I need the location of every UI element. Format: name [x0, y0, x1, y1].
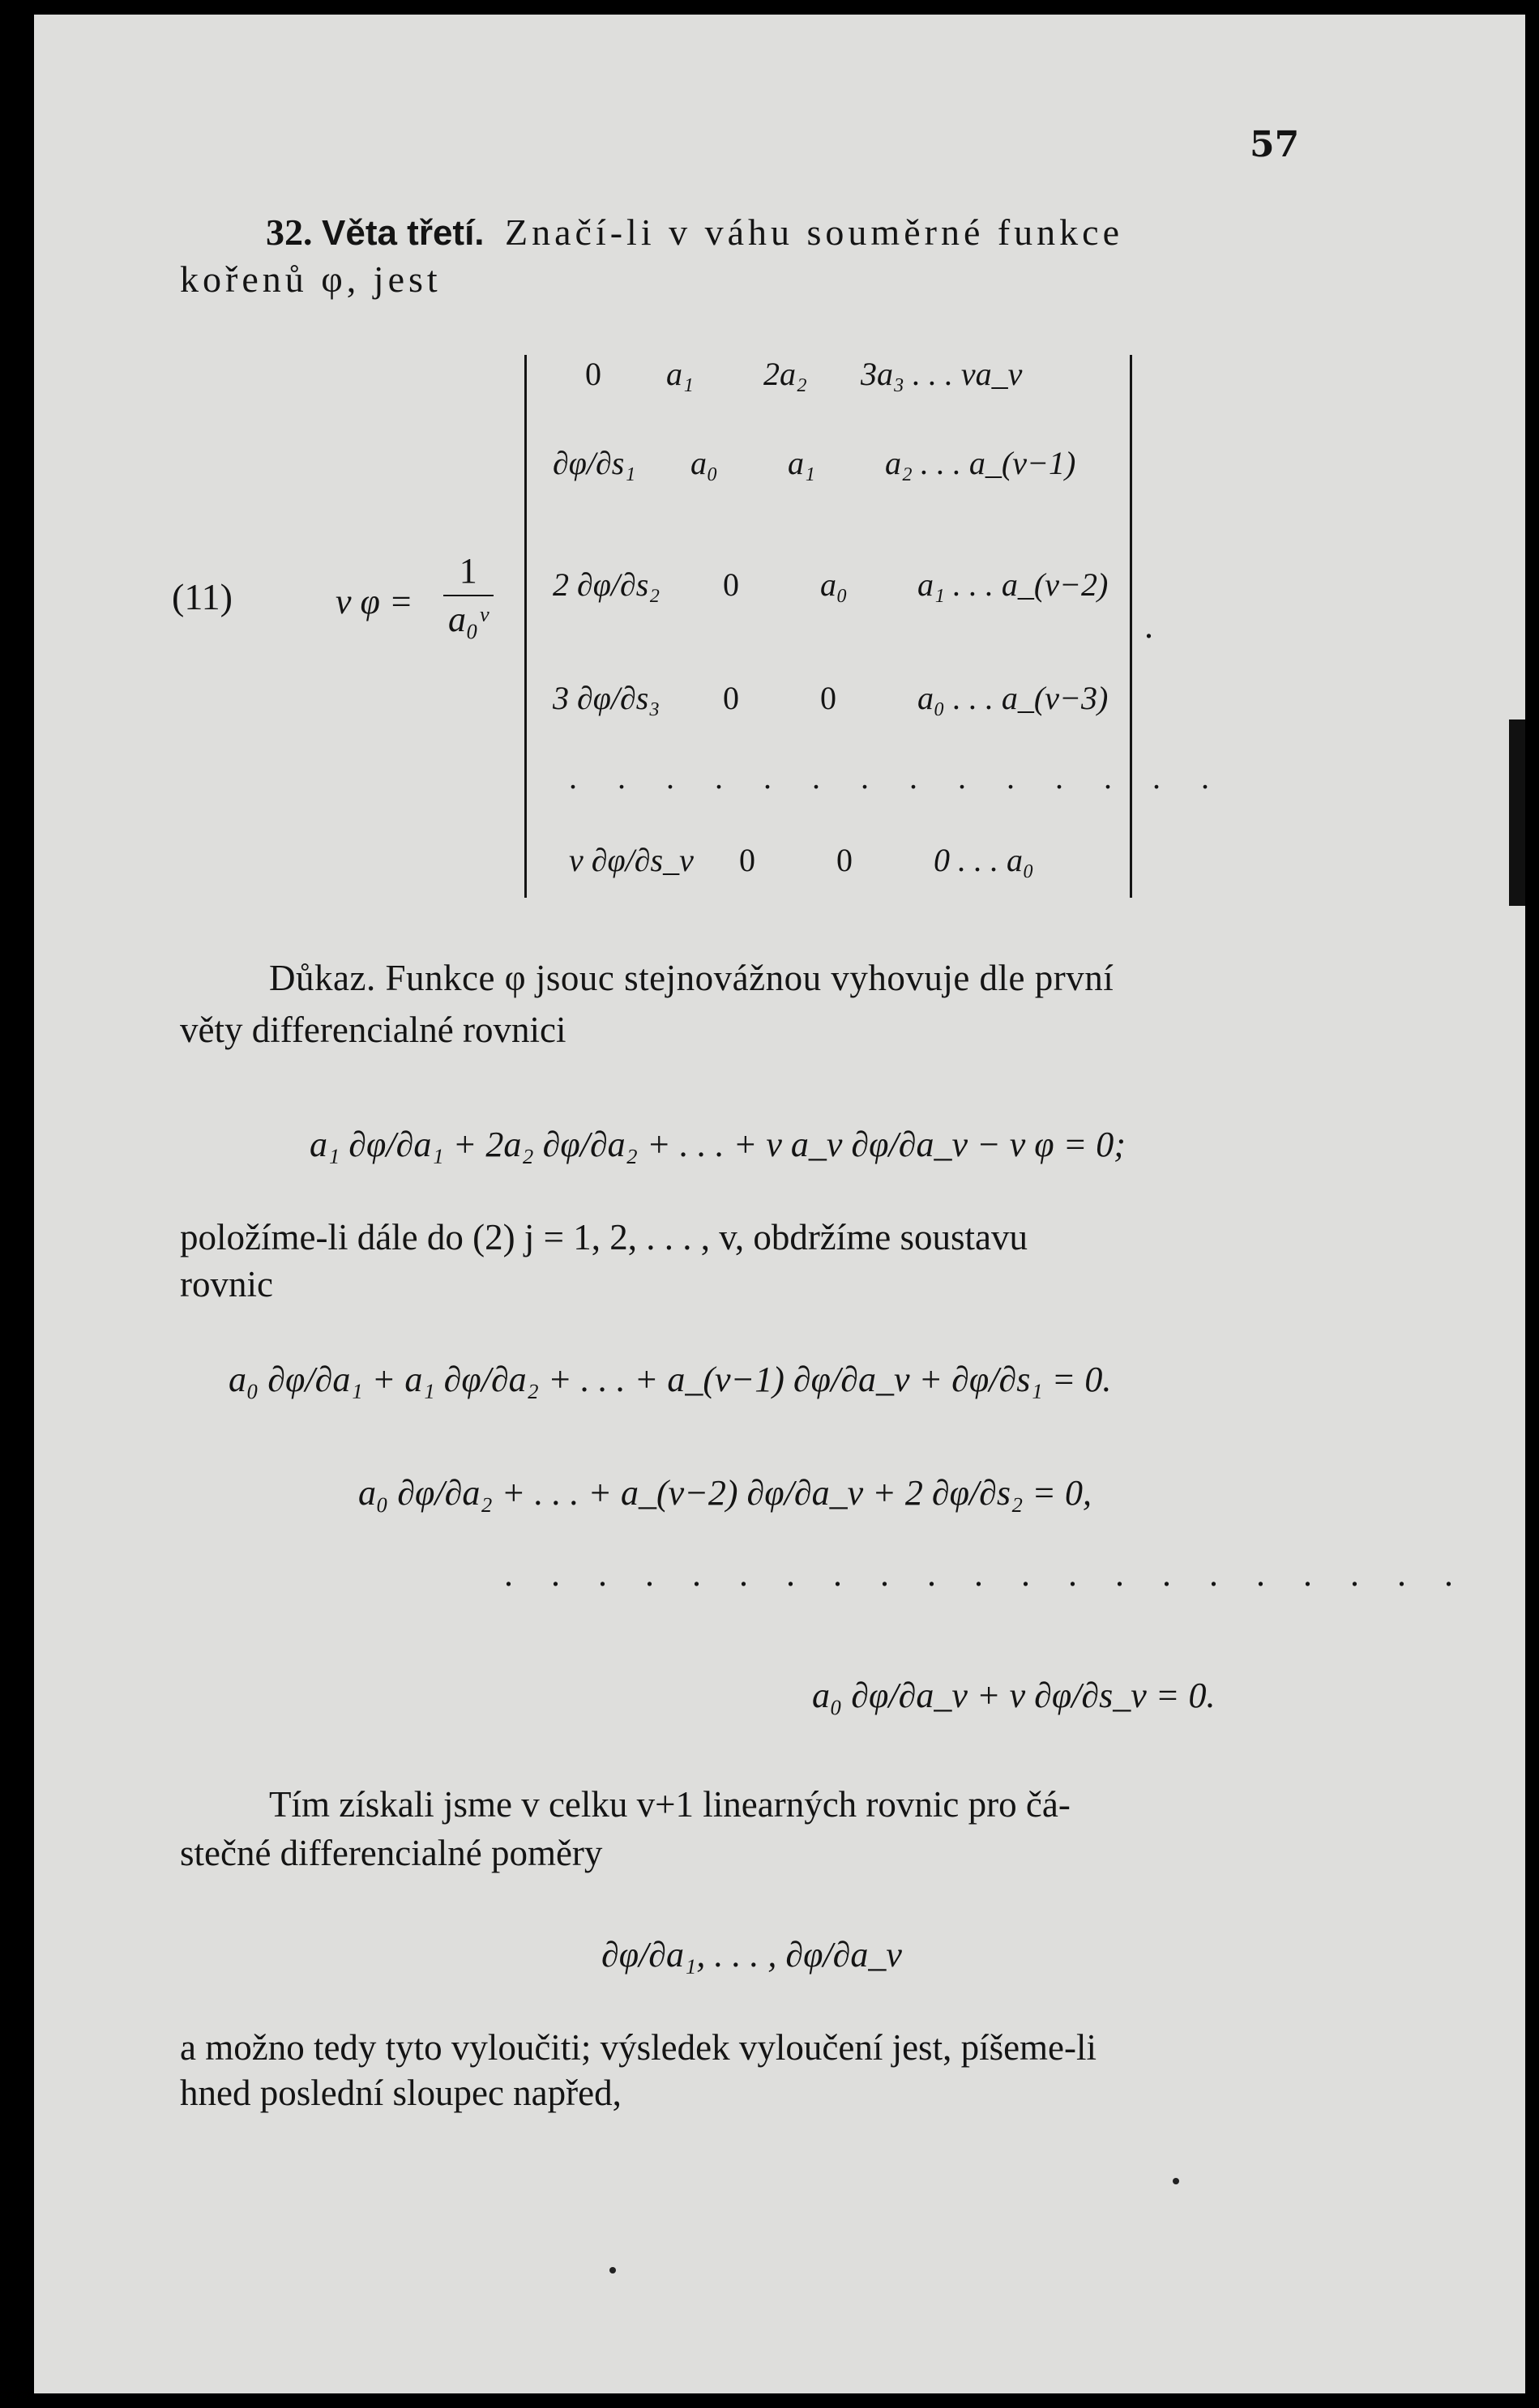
scan-speck: [609, 2267, 616, 2274]
page-number: 57: [1250, 124, 1300, 165]
cell: a₀ . . . a_(v−3): [917, 680, 1109, 716]
partial-ratios: ∂φ/∂a₁, . . . , ∂φ/∂a_v: [601, 1935, 902, 1975]
coef-numerator: 1: [459, 551, 477, 591]
para4-line-1: a možno tedy tyto vyloučiti; výsledek vyloučení jest, píšeme-li: [180, 2027, 1097, 2068]
cell: 3 ∂φ/∂s₃: [553, 680, 660, 716]
scan-edge-mark: [1509, 719, 1525, 906]
theorem-number: 32.: [266, 211, 313, 253]
theorem-text: Značí-li v váhu souměrné funkce: [505, 211, 1124, 253]
coef-denominator: a₀ᵛ: [443, 595, 494, 640]
determinant-period: .: [1144, 606, 1153, 646]
cell: a₀: [690, 445, 718, 481]
cell: 0 . . . a₀: [934, 842, 1034, 878]
proof-line-1: Důkaz. Funkce φ jsouc stejnovážnou vyhovuje dle první: [269, 958, 1114, 998]
cell: a₁ . . . a_(v−2): [917, 566, 1109, 603]
para3-line-2: stečné differencialné poměry: [180, 1833, 603, 1873]
cell: a₁: [788, 445, 815, 481]
scan-speck: [1173, 2178, 1179, 2184]
cell: 2a₂: [763, 356, 807, 392]
cell: a₀: [820, 566, 848, 603]
para3-line-1: Tím získali jsme v celku v+1 linearných rovnic pro čá-: [269, 1784, 1071, 1825]
theorem-text-2: kořenů φ, jest: [180, 258, 442, 300]
matrix-row-1: [585, 355, 1022, 393]
cell: 2 ∂φ/∂s₂: [553, 566, 660, 603]
para4-line-2: hned poslední sloupec napřed,: [180, 2073, 622, 2113]
para2-line-2: rovnic: [180, 1264, 273, 1304]
matrix-row-5: [569, 841, 1034, 879]
matrix-row-3: [553, 566, 1108, 604]
cell: ∂φ/∂s₁: [553, 445, 636, 481]
formula-label: (11): [172, 576, 233, 617]
cell: 0: [820, 680, 836, 716]
cell: a₁: [666, 356, 694, 392]
matrix-row-4: [553, 679, 1108, 717]
formula-coefficient: [443, 551, 494, 640]
theorem-heading: [266, 209, 1123, 257]
cell: 0: [836, 842, 853, 878]
system-eq-1: a₀ ∂φ/∂a₁ + a₁ ∂φ/∂a₂ + . . . + a_(v−1) ∂φ/∂a_v + ∂φ/∂s₁ = 0.: [229, 1360, 1112, 1399]
determinant-left-bar: [524, 355, 527, 898]
matrix-dots-row: . . . . . . . . . . . . . .: [569, 759, 1225, 796]
cell: 0: [739, 842, 755, 878]
system-eq-3: a₀ ∂φ/∂a_v + v ∂φ/∂s_v = 0.: [812, 1676, 1216, 1715]
formula-lhs: v φ =: [336, 582, 413, 621]
system-dots-row: . . . . . . . . . . . . . . . . . . . . .: [504, 1554, 1468, 1594]
book-page: [34, 15, 1525, 2393]
cell: a₂ . . . a_(v−1): [885, 445, 1076, 481]
cell: 3a₃ . . . va_v: [861, 356, 1023, 392]
cell: v ∂φ/∂s_v: [569, 842, 694, 878]
matrix-row-2: [553, 444, 1075, 482]
theorem-title: Věta třetí.: [322, 213, 485, 253]
para2-line-1: položíme-li dále do (2) j = 1, 2, . . . , v, obdržíme soustavu: [180, 1217, 1028, 1257]
equation-1: a₁ ∂φ/∂a₁ + 2a₂ ∂φ/∂a₂ + . . . + v a_v ∂φ/∂a_v − v φ = 0;: [310, 1125, 1126, 1164]
cell: 0: [585, 356, 601, 392]
cell: 0: [723, 566, 739, 603]
proof-line-2: věty differencialné rovnici: [180, 1010, 566, 1050]
cell: 0: [723, 680, 739, 716]
system-eq-2: a₀ ∂φ/∂a₂ + . . . + a_(v−2) ∂φ/∂a_v + 2 ∂φ/∂s₂ = 0,: [358, 1473, 1092, 1513]
determinant-right-bar: [1130, 355, 1132, 898]
